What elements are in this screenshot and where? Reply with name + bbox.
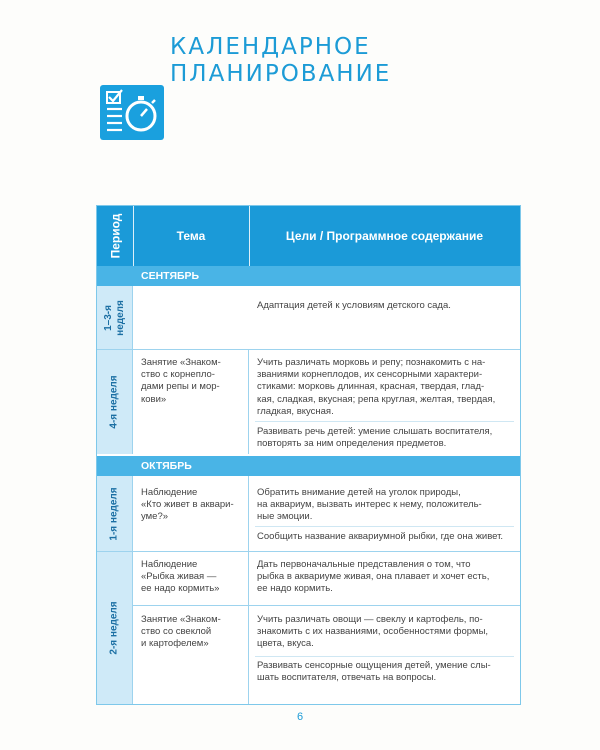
goal-text: Учить различать морковь и репу; познакомить с на- званиями корнеплодов, их сенсорными характери- стиками: морковь длинная, красная, твердая, глад- кая, сладкая, вкусная; репа круглая, желтая, твердая, гладкая, вкусная. bbox=[257, 357, 496, 417]
theme-text: Наблюдение «Рыбка живая — ее надо кормить» bbox=[141, 559, 220, 595]
theme-text: Занятие «Знаком- ство с корнепло- дами репы и мор- кови» bbox=[141, 357, 221, 405]
theme-cell bbox=[133, 552, 249, 704]
month-label: ОКТЯБРЬ bbox=[141, 460, 192, 472]
table-row bbox=[97, 476, 520, 551]
goals-cell bbox=[249, 350, 520, 454]
period-label: 1-я неделя bbox=[108, 486, 120, 541]
table-row bbox=[97, 552, 520, 704]
period-label-line: неделя bbox=[114, 299, 126, 336]
table-header bbox=[97, 206, 520, 266]
header-theme: Тема bbox=[176, 229, 206, 243]
goal-text: Адаптация детей к условиям детского сада. bbox=[257, 300, 451, 311]
theme-cell bbox=[133, 476, 249, 551]
goals-cell bbox=[249, 286, 520, 349]
goal-text: Обратить внимание детей на уголок природы, на аквариум, вызвать интерес к нему, положитель- ные эмоции. bbox=[257, 487, 482, 523]
header-period-label: Период bbox=[108, 213, 123, 259]
header-period bbox=[97, 206, 133, 266]
theme-cell bbox=[133, 350, 249, 454]
month-bar-october bbox=[97, 456, 520, 476]
period-label bbox=[103, 300, 127, 336]
theme-text: Занятие «Знаком- ство со свеклой и картофелем» bbox=[141, 614, 221, 650]
period-label-line: 1–3-я bbox=[102, 304, 114, 331]
table-row bbox=[97, 350, 520, 454]
table-row bbox=[97, 286, 520, 349]
checklist-stopwatch-icon bbox=[100, 85, 164, 140]
goal-text: Развивать речь детей: умение слышать воспитателя, повторять за ним определения предметов. bbox=[257, 426, 493, 450]
theme-text: Наблюдение «Кто живет в аквари- уме?» bbox=[141, 487, 234, 523]
period-cell bbox=[97, 476, 133, 551]
month-label: СЕНТЯБРЬ bbox=[141, 270, 200, 282]
period-cell bbox=[97, 552, 133, 704]
page-title-line-2: ПЛАНИРОВАНИЕ bbox=[170, 61, 392, 87]
period-label: 2-я неделя bbox=[108, 601, 120, 655]
goals-cell bbox=[249, 476, 520, 551]
goal-text: Учить различать овощи — свеклу и картофель, по- знакомить с их названиями, особенностями формы, цвета, вкуса. bbox=[257, 614, 489, 650]
month-bar-september bbox=[97, 266, 520, 286]
period-cell bbox=[97, 286, 133, 349]
goal-text: Дать первоначальные представления о том, что рыбка в аквариуме живая, она плавает и хочет есть, ее надо кормить. bbox=[257, 559, 490, 595]
page-title bbox=[170, 34, 391, 88]
period-label: 4-я неделя bbox=[108, 375, 120, 429]
header-goals: Цели / Программное содержание bbox=[285, 229, 484, 243]
goals-cell bbox=[249, 552, 520, 704]
period-cell bbox=[97, 350, 133, 454]
page-number: 6 bbox=[296, 711, 304, 723]
page-title-line-1: КАЛЕНДАРНОЕ bbox=[170, 34, 371, 60]
goal-text: Сообщить название аквариумной рыбки, где она живет. bbox=[257, 531, 504, 542]
goal-text: Развивать сенсорные ощущения детей, умение слы- шать воспитателя, отвечать на вопросы. bbox=[257, 660, 491, 684]
calendar-plan-table bbox=[96, 205, 521, 705]
